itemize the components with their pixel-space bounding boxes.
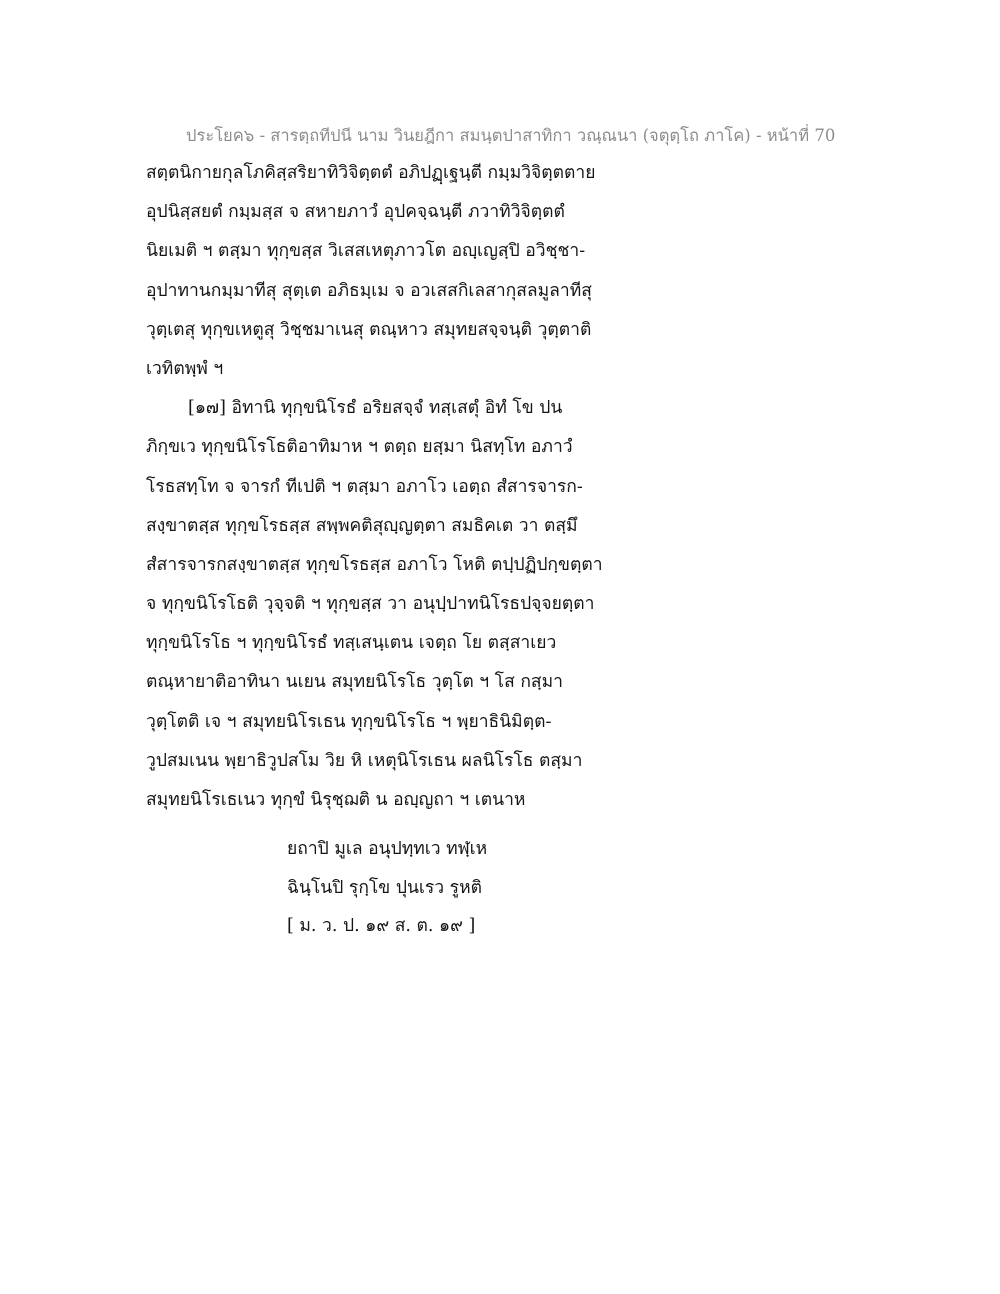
paragraph-line: สงฺขาตสฺส ทุกฺขโรธสฺส สพฺพคติสุญฺญตฺตา สมธิคเต วา ตสฺมึ: [146, 515, 578, 536]
verse-quotation: [287, 834, 687, 950]
paragraph-line: ภิกฺขเว ทุกฺขนิโรโธติอาทิมาห ฯ ตตฺถ ยสฺมา นิสทฺโท อภาวํ: [146, 437, 573, 458]
paragraph-line: สตฺตนิกายกุลโภคิสฺสริยาทิวิจิตฺตตํ อภิปฏฺเฐนฺตี กมฺมวิจิตฺตตาย: [146, 163, 596, 183]
verse-line: ฉินฺโนปิ รุกฺโข ปุนเรว รูหติ: [287, 877, 482, 898]
verse-reference: [ ม. ว. ป. ๑๙ ส. ต. ๑๙ ]: [287, 916, 476, 936]
verse-line: ยถาปิ มูเล อนุปทฺทเว ทฬฺเห: [287, 839, 488, 859]
running-header: ประโยค๖ - สารตฺถทีปนี นาม วินยฎีกา สมนฺตปาสาทิกา วณฺณนา (จตุตฺโถ ภาโค) - หน้าที่ 70: [186, 126, 836, 145]
paragraph-line: อุปาทานกมฺมาทีสุ สุตฺเต อภิธมฺเม จ อวเสสกิเลสากุสลมูลาทีสุ: [146, 280, 592, 301]
section-17-heading-line: [๑๗] อิทานิ ทุกฺขนิโรธํ อริยสจฺจํ ทสฺเสตุํ อิทํ โข ปน: [188, 398, 563, 419]
paragraph-line: นิยเมติ ฯ ตสฺมา ทุกฺขสฺส วิเสสเหตุภาวโต อญฺเญสฺปิ อวิชฺชา-: [146, 241, 586, 262]
paragraph-line: วูปสมเนน พฺยาธิวูปสโม วิย หิ เหตุนิโรเธน ผลนิโรโธ ตสฺมา: [146, 750, 583, 771]
paragraph-line: อุปนิสฺสยตํ กมฺมสฺส จ สหายภาวํ อุปคจฺฉนฺตี ภวาทิวิจิตฺตตํ: [146, 202, 565, 223]
commentary-text: [146, 158, 706, 824]
paragraph-line: จ ทุกฺขนิโรโธติ วุจฺจติ ฯ ทุกฺขสฺส วา อนุปฺปาทนิโรธปจฺจยตฺตา: [146, 594, 595, 615]
paragraph-line: สํสารจารกสงฺขาตสฺส ทุกฺขโรธสฺส อภาโว โหติ ตปฺปฏิปกฺขตฺตา: [146, 554, 603, 575]
paragraph-line: วุตฺเตสุ ทุกฺขเหตูสุ วิชฺชมาเนสุ ตณฺหาว สมุทยสจฺจนฺติ วุตฺตาติ: [146, 319, 592, 340]
paragraph-line: ตณฺหายาติอาทินา นเยน สมุทยนิโรโธ วุตฺโต ฯ โส กสฺมา: [146, 672, 563, 693]
paragraph-line: ทุกฺขนิโรโธ ฯ ทุกฺขนิโรธํ ทสฺเสนฺเตน เจตฺถ โย ตสฺสาเยว: [146, 633, 557, 654]
paragraph-line: เวทิตพฺพํ ฯ: [146, 358, 224, 379]
paragraph-line: วุตฺโตติ เจ ฯ สมุทยนิโรเธน ทุกฺขนิโรโธ ฯ พฺยาธินิมิตฺต-: [146, 711, 552, 732]
paragraph-line: สมุทยนิโรเธเนว ทุกฺขํ นิรุชฺฌติ น อญฺญถา ฯ เตนาห: [146, 790, 526, 810]
paragraph-line: โรธสทฺโท จ จารกํ ทีเปติ ฯ ตสฺมา อภาโว เอตฺถ สํสารจารก-: [146, 476, 583, 497]
